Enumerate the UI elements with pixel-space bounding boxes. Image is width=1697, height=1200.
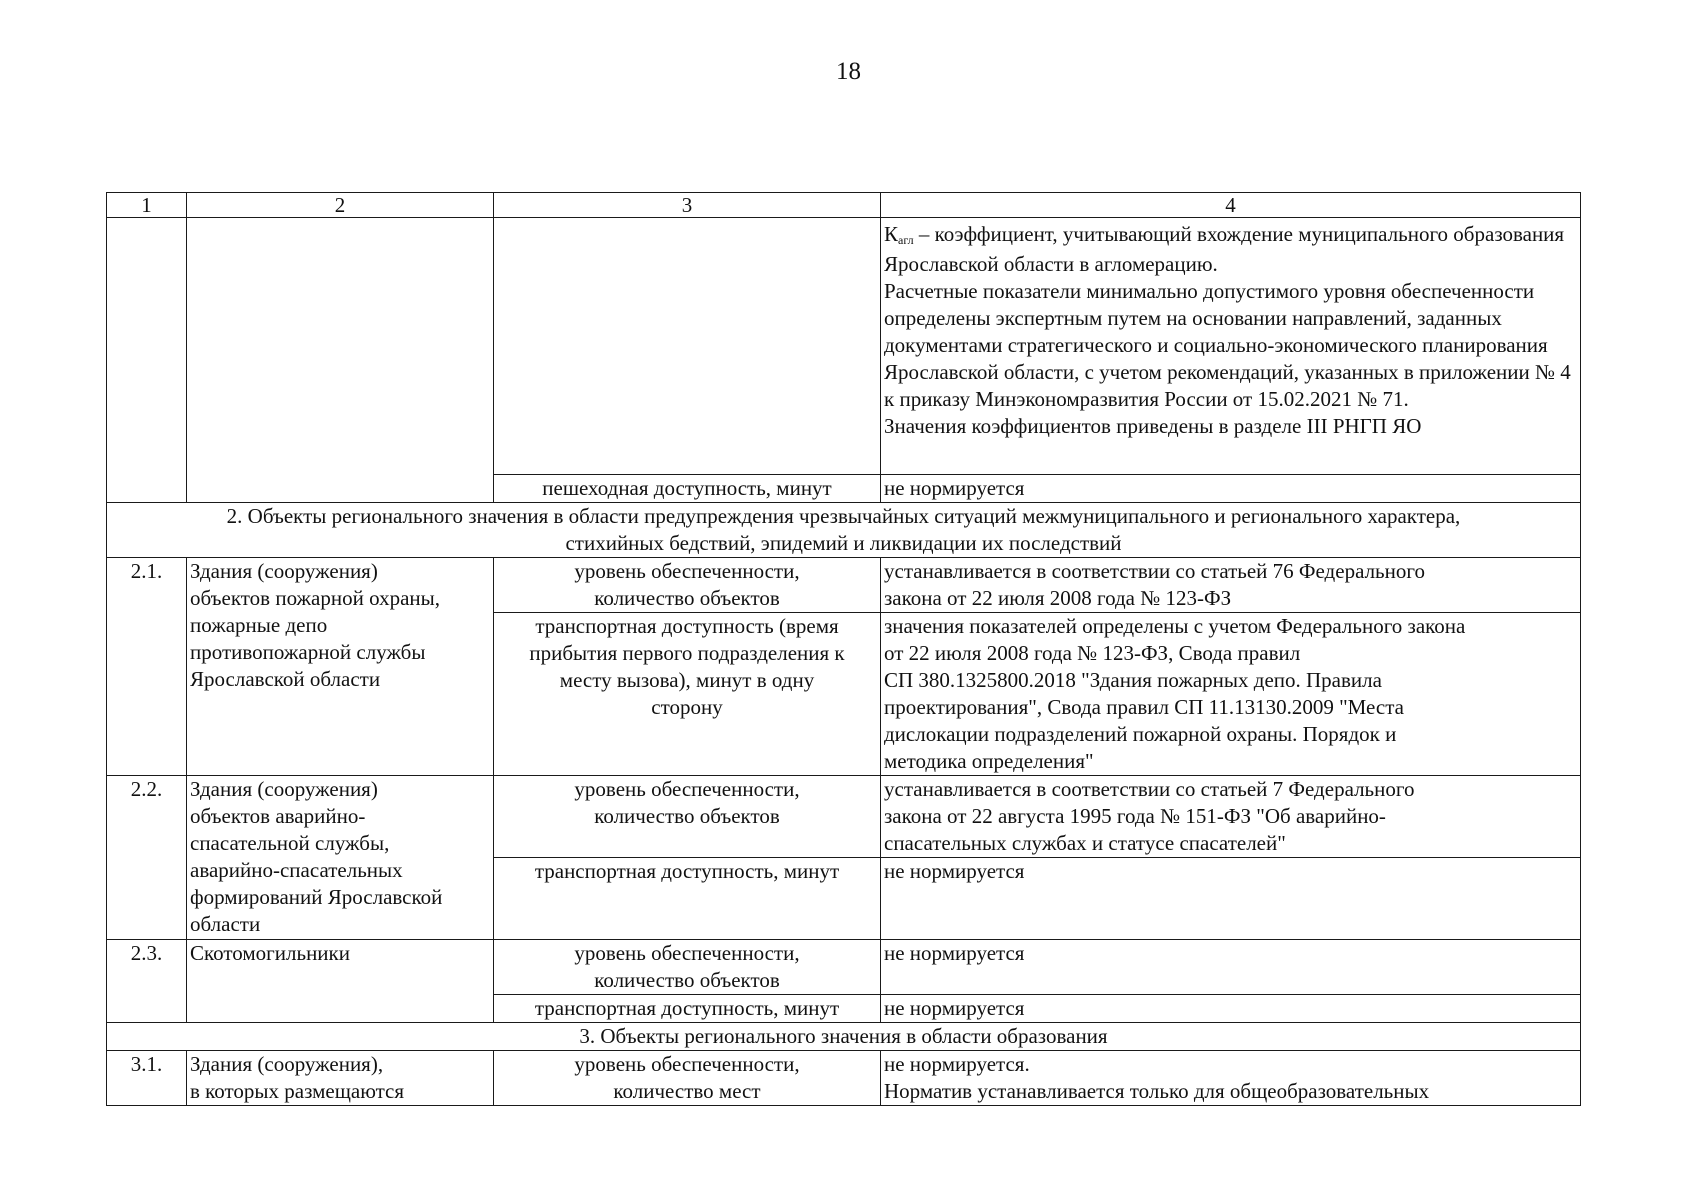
row-2-2-number: 2.2.	[107, 776, 187, 940]
column-header-1: 1	[107, 193, 187, 218]
standards-table	[106, 192, 1581, 1106]
row-2-1-object: Здания (сооружения) объектов пожарной охраны, пожарные депо противопожарной службы Ярославской области	[187, 558, 494, 776]
row-3-1-value-1: не нормируется. Норматив устанавливается только для общеобразовательных	[881, 1051, 1581, 1106]
row-2-2	[107, 776, 1581, 858]
row-2-1-value-1: устанавливается в соответствии со статьей 76 Федерального закона от 22 июля 2008 года № 123-ФЗ	[881, 558, 1581, 613]
row-2-3-param-2: транспортная доступность, минут	[494, 995, 881, 1023]
continued-value-2: не нормируется	[881, 475, 1581, 503]
continued-value-cell	[881, 218, 1581, 475]
section-3-row	[107, 1023, 1581, 1051]
continued-value-text: Расчетные показатели минимально допустимого уровня обеспеченности определены экспертным путем на основании направлений, заданных документами стратегического и социально-экономического планирования Ярославской области, с учетом рекомендаций, указанных в приложении № 4 к приказу Минэкономразвития России от 15.02.2021 № 71. Значения коэффициентов приведены в разделе III РНГП ЯО	[884, 279, 1571, 438]
row-2-3-object: Скотомогильники	[187, 940, 494, 1023]
page-number: 18	[836, 58, 861, 85]
row-2-2-value-2: не нормируется	[881, 858, 1581, 940]
row-3-1-number: 3.1.	[107, 1051, 187, 1106]
row-2-1	[107, 558, 1581, 613]
continued-param-cell	[494, 218, 881, 475]
row-2-2-object: Здания (сооружения) объектов аварийно- спасательной службы, аварийно-спасательных формирований Ярославской области	[187, 776, 494, 940]
section-2-row	[107, 503, 1581, 558]
row-3-1	[107, 1051, 1581, 1106]
row-3-1-object: Здания (сооружения), в которых размещаются	[187, 1051, 494, 1106]
k-definition: – коэффициент, учитывающий вхождение муниципального образования Ярославской области в агломерацию.	[884, 222, 1565, 276]
k-symbol: К	[884, 222, 899, 246]
row-3-1-param-1: уровень обеспеченности, количество мест	[494, 1051, 881, 1106]
row-2-2-value-1: устанавливается в соответствии со статьей 7 Федерального закона от 22 августа 1995 года № 151-ФЗ "Об аварийно- спасательных службах и статусе спасателей"	[881, 776, 1581, 858]
row-2-1-param-1: уровень обеспеченности, количество объектов	[494, 558, 881, 613]
continued-row	[107, 218, 1581, 475]
header-row	[107, 193, 1581, 218]
row-2-1-number: 2.1.	[107, 558, 187, 776]
row-2-1-value-2: значения показателей определены с учетом Федерального закона от 22 июля 2008 года № 123-ФЗ, Свода правил СП 380.1325800.2018 "Здания пожарных депо. Правила проектирования", Свода правил СП 11.13130.2009 "Места дислокации подразделений пожарной охраны. Порядок и методика определения"	[881, 613, 1581, 776]
continued-num-cell	[107, 218, 187, 503]
section-3-title: 3. Объекты регионального значения в области образования	[107, 1023, 1581, 1051]
row-2-2-param-1: уровень обеспеченности, количество объектов	[494, 776, 881, 858]
column-header-3: 3	[494, 193, 881, 218]
column-header-4: 4	[881, 193, 1581, 218]
continued-object-cell	[187, 218, 494, 503]
k-subscript: агл	[898, 233, 914, 247]
continued-param-2: пешеходная доступность, минут	[494, 475, 881, 503]
row-2-3-param-1: уровень обеспеченности, количество объектов	[494, 940, 881, 995]
section-2-title: 2. Объекты регионального значения в области предупреждения чрезвычайных ситуаций межмуниципального и регионального характера, стихийных бедствий, эпидемий и ликвидации их последствий	[107, 503, 1581, 558]
row-2-2-param-2: транспортная доступность, минут	[494, 858, 881, 940]
row-2-3-number: 2.3.	[107, 940, 187, 1023]
row-2-3	[107, 940, 1581, 995]
row-2-1-param-2: транспортная доступность (время прибытия первого подразделения к месту вызова), минут в одну сторону	[494, 613, 881, 776]
column-header-2: 2	[187, 193, 494, 218]
row-2-3-value-1: не нормируется	[881, 940, 1581, 995]
row-2-3-value-2: не нормируется	[881, 995, 1581, 1023]
